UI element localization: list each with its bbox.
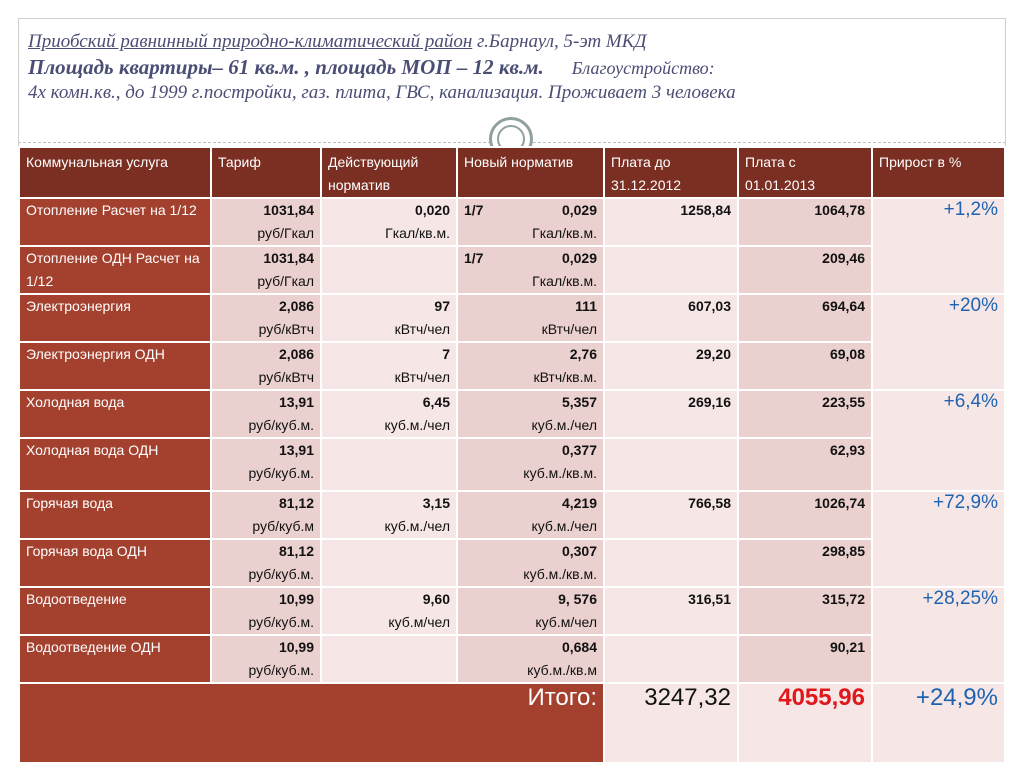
header-line-2 [28, 54, 1008, 81]
new-norm-unit: куб.м./кв.м. [523, 465, 597, 481]
col-header-pay-after: Плата с 01.01.2013 [738, 147, 872, 198]
service-name: Холодная вода ОДН [19, 438, 211, 491]
tariff-value: 10,99 [278, 639, 314, 655]
current-norm-unit: Гкал/кв.м. [385, 225, 450, 241]
current-norm-cell [321, 438, 457, 491]
new-norm-cell [457, 491, 604, 539]
pay-before-cell [604, 294, 738, 342]
new-norm-value: 2,76 [569, 346, 597, 362]
new-norm-value: 0,307 [561, 543, 597, 559]
table-row [19, 587, 1005, 635]
col-header-new-norm: Новый норматив [457, 147, 604, 198]
current-norm-cell [321, 198, 457, 246]
col-header-growth: Прирост в % [872, 147, 1005, 198]
pay-before-cell [604, 491, 738, 539]
pay-before-cell [604, 342, 738, 390]
service-name: Горячая вода ОДН [19, 539, 211, 587]
service-name: Холодная вода [19, 390, 211, 438]
service-name: Электроэнергия ОДН [19, 342, 211, 390]
table-row [19, 438, 1005, 491]
current-norm-value: 7 [442, 346, 450, 362]
tariff-cell [211, 539, 321, 587]
col-header-current-norm: Действующий норматив [321, 147, 457, 198]
growth-cell: +28,25% [872, 587, 1005, 683]
tariff-unit: руб/кВтч [258, 369, 314, 385]
pay-after-value: 69,08 [829, 346, 865, 362]
pay-after-cell [738, 246, 872, 294]
service-name: Водоотведение ОДН [19, 635, 211, 683]
new-norm-unit: кВтч/кв.м. [533, 369, 597, 385]
region-name: Приобский равнинный природно-климатический район [28, 31, 473, 52]
current-norm-cell [321, 587, 457, 635]
current-norm-cell [321, 294, 457, 342]
tariff-cell [211, 635, 321, 683]
new-norm-value: 111 [575, 298, 597, 314]
table-row [19, 198, 1005, 246]
total-pay-before: 3247,32 [604, 683, 738, 763]
service-name: Отопление ОДН Расчет на 1/12 [19, 246, 211, 294]
current-norm-cell [321, 390, 457, 438]
tariff-cell [211, 342, 321, 390]
growth-cell: +20% [872, 294, 1005, 390]
pay-after-cell [738, 635, 872, 683]
service-name: Водоотведение [19, 587, 211, 635]
header-line-1 [28, 30, 1008, 54]
new-norm-value: 0,684 [561, 639, 597, 655]
service-name: Электроэнергия [19, 294, 211, 342]
amenities-label: Благоустройство: [571, 58, 715, 78]
tariff-cell [211, 294, 321, 342]
new-norm-cell [457, 246, 604, 294]
new-norm-unit: куб.м./чел [531, 417, 597, 433]
pay-before-cell [604, 539, 738, 587]
new-norm-unit: Гкал/кв.м. [532, 225, 597, 241]
current-norm-unit: кВтч/чел [394, 369, 450, 385]
current-norm-cell [321, 246, 457, 294]
table-header-row [19, 147, 1005, 198]
tariff-cell [211, 438, 321, 491]
table-row [19, 539, 1005, 587]
new-norm-value: 0,029 [561, 202, 597, 218]
new-norm-cell [457, 587, 604, 635]
pay-before-cell [604, 635, 738, 683]
new-norm-unit: куб.м/чел [535, 614, 597, 630]
new-norm-unit: куб.м./кв.м. [523, 566, 597, 582]
current-norm-value: 9,60 [422, 591, 450, 607]
tariff-cell [211, 390, 321, 438]
pay-after-cell [738, 390, 872, 438]
tariff-cell [211, 198, 321, 246]
tariff-unit: руб/куб.м. [248, 566, 314, 582]
tariff-unit: руб/куб.м [252, 518, 314, 534]
new-norm-value: 9, 576 [558, 591, 597, 607]
pay-before-cell [604, 198, 738, 246]
header-line-3: 4х комн.кв., до 1999 г.постройки, газ. плита, ГВС, канализация. Проживает 3 человека [28, 82, 736, 103]
tariff-value: 2,086 [278, 298, 314, 314]
pay-before-cell [604, 246, 738, 294]
new-norm-cell [457, 635, 604, 683]
tariff-cell [211, 246, 321, 294]
table-row [19, 390, 1005, 438]
new-norm-value: 0,377 [561, 442, 597, 458]
new-norm-unit: Гкал/кв.м. [532, 273, 597, 289]
tariff-unit: руб/куб.м. [248, 614, 314, 630]
current-norm-cell [321, 635, 457, 683]
new-norm-cell [457, 438, 604, 491]
new-norm-cell [457, 198, 604, 246]
pay-after-value: 694,64 [822, 298, 865, 314]
table-row [19, 491, 1005, 539]
pay-after-value: 1064,78 [814, 202, 865, 218]
pay-after-value: 62,93 [829, 442, 865, 458]
col-header-tariff: Тариф [211, 147, 321, 198]
pay-after-value: 1026,74 [814, 495, 865, 511]
col-header-service: Коммунальная услуга [19, 147, 211, 198]
growth-cell: +72,9% [872, 491, 1005, 587]
total-pay-after: 4055,96 [738, 683, 872, 763]
area-info: Площадь квартиры– 61 кв.м. , площадь МОП – 12 кв.м. [28, 55, 544, 79]
new-norm-cell [457, 539, 604, 587]
tariff-unit: руб/куб.м. [248, 417, 314, 433]
current-norm-value: 3,15 [422, 495, 450, 511]
service-name: Отопление Расчет на 1/12 [19, 198, 211, 246]
pay-after-value: 298,85 [822, 543, 865, 559]
current-norm-cell [321, 491, 457, 539]
service-name: Горячая вода [19, 491, 211, 539]
pay-before-cell [604, 587, 738, 635]
new-norm-cell [457, 390, 604, 438]
new-norm-value: 0,029 [561, 250, 597, 266]
tariff-unit: руб/куб.м. [248, 662, 314, 678]
table-row [19, 246, 1005, 294]
tariff-value: 81,12 [278, 543, 314, 559]
current-norm-unit: кВтч/чел [394, 321, 450, 337]
tariff-table [18, 146, 1006, 764]
tariff-value: 1031,84 [263, 250, 314, 266]
current-norm-unit: куб.м/чел [388, 614, 450, 630]
pay-before-value: 316,51 [688, 591, 731, 607]
current-norm-unit: куб.м./чел [384, 417, 450, 433]
table-row [19, 294, 1005, 342]
pay-after-cell [738, 587, 872, 635]
current-norm-value: 6,45 [422, 394, 450, 410]
pay-before-value: 766,58 [688, 495, 731, 511]
city-info: г.Барнаул, 5-эт МКД [472, 31, 647, 52]
pay-after-cell [738, 491, 872, 539]
current-norm-cell [321, 342, 457, 390]
new-norm-unit: куб.м./кв.м [527, 662, 597, 678]
col-header-pay-before: Плата до 31.12.2012 [604, 147, 738, 198]
new-norm-cell [457, 294, 604, 342]
new-norm-value: 4,219 [561, 495, 597, 511]
pay-after-cell [738, 438, 872, 491]
pay-before-cell [604, 438, 738, 491]
new-norm-unit: куб.м./чел [531, 518, 597, 534]
tariff-value: 13,91 [278, 394, 314, 410]
pay-after-cell [738, 342, 872, 390]
tariff-value: 2,086 [278, 346, 314, 362]
current-norm-value: 97 [434, 298, 450, 314]
pay-after-value: 209,46 [822, 250, 865, 266]
new-norm-cell [457, 342, 604, 390]
pay-after-cell [738, 539, 872, 587]
total-growth: +24,9% [872, 683, 1005, 763]
current-norm-cell [321, 539, 457, 587]
tariff-unit: руб/куб.м. [248, 465, 314, 481]
total-label: Итого: [19, 683, 604, 763]
new-norm-fraction: 1/7 [464, 202, 484, 218]
pay-after-cell [738, 198, 872, 246]
pay-after-value: 315,72 [822, 591, 865, 607]
tariff-value: 10,99 [278, 591, 314, 607]
growth-cell: +1,2% [872, 198, 1005, 294]
growth-cell: +6,4% [872, 390, 1005, 491]
tariff-cell [211, 491, 321, 539]
current-norm-value: 0,020 [414, 202, 450, 218]
table-row [19, 635, 1005, 683]
new-norm-value: 5,357 [561, 394, 597, 410]
tariff-value: 13,91 [278, 442, 314, 458]
new-norm-unit: кВтч/чел [541, 321, 597, 337]
pay-before-cell [604, 390, 738, 438]
pay-before-value: 269,16 [688, 394, 731, 410]
pay-after-cell [738, 294, 872, 342]
current-norm-unit: куб.м./чел [384, 518, 450, 534]
pay-before-value: 1258,84 [680, 202, 731, 218]
pay-after-value: 90,21 [829, 639, 865, 655]
pay-before-value: 29,20 [695, 346, 731, 362]
pay-before-value: 607,03 [688, 298, 731, 314]
tariff-unit: руб/кВтч [258, 321, 314, 337]
tariff-value: 81,12 [278, 495, 314, 511]
tariff-cell [211, 587, 321, 635]
slide-header [28, 30, 1008, 105]
new-norm-fraction: 1/7 [464, 250, 484, 266]
tariff-value: 1031,84 [263, 202, 314, 218]
total-row [19, 683, 1005, 763]
table-row [19, 342, 1005, 390]
tariff-unit: руб/Гкал [257, 273, 314, 289]
pay-after-value: 223,55 [822, 394, 865, 410]
tariff-unit: руб/Гкал [257, 225, 314, 241]
